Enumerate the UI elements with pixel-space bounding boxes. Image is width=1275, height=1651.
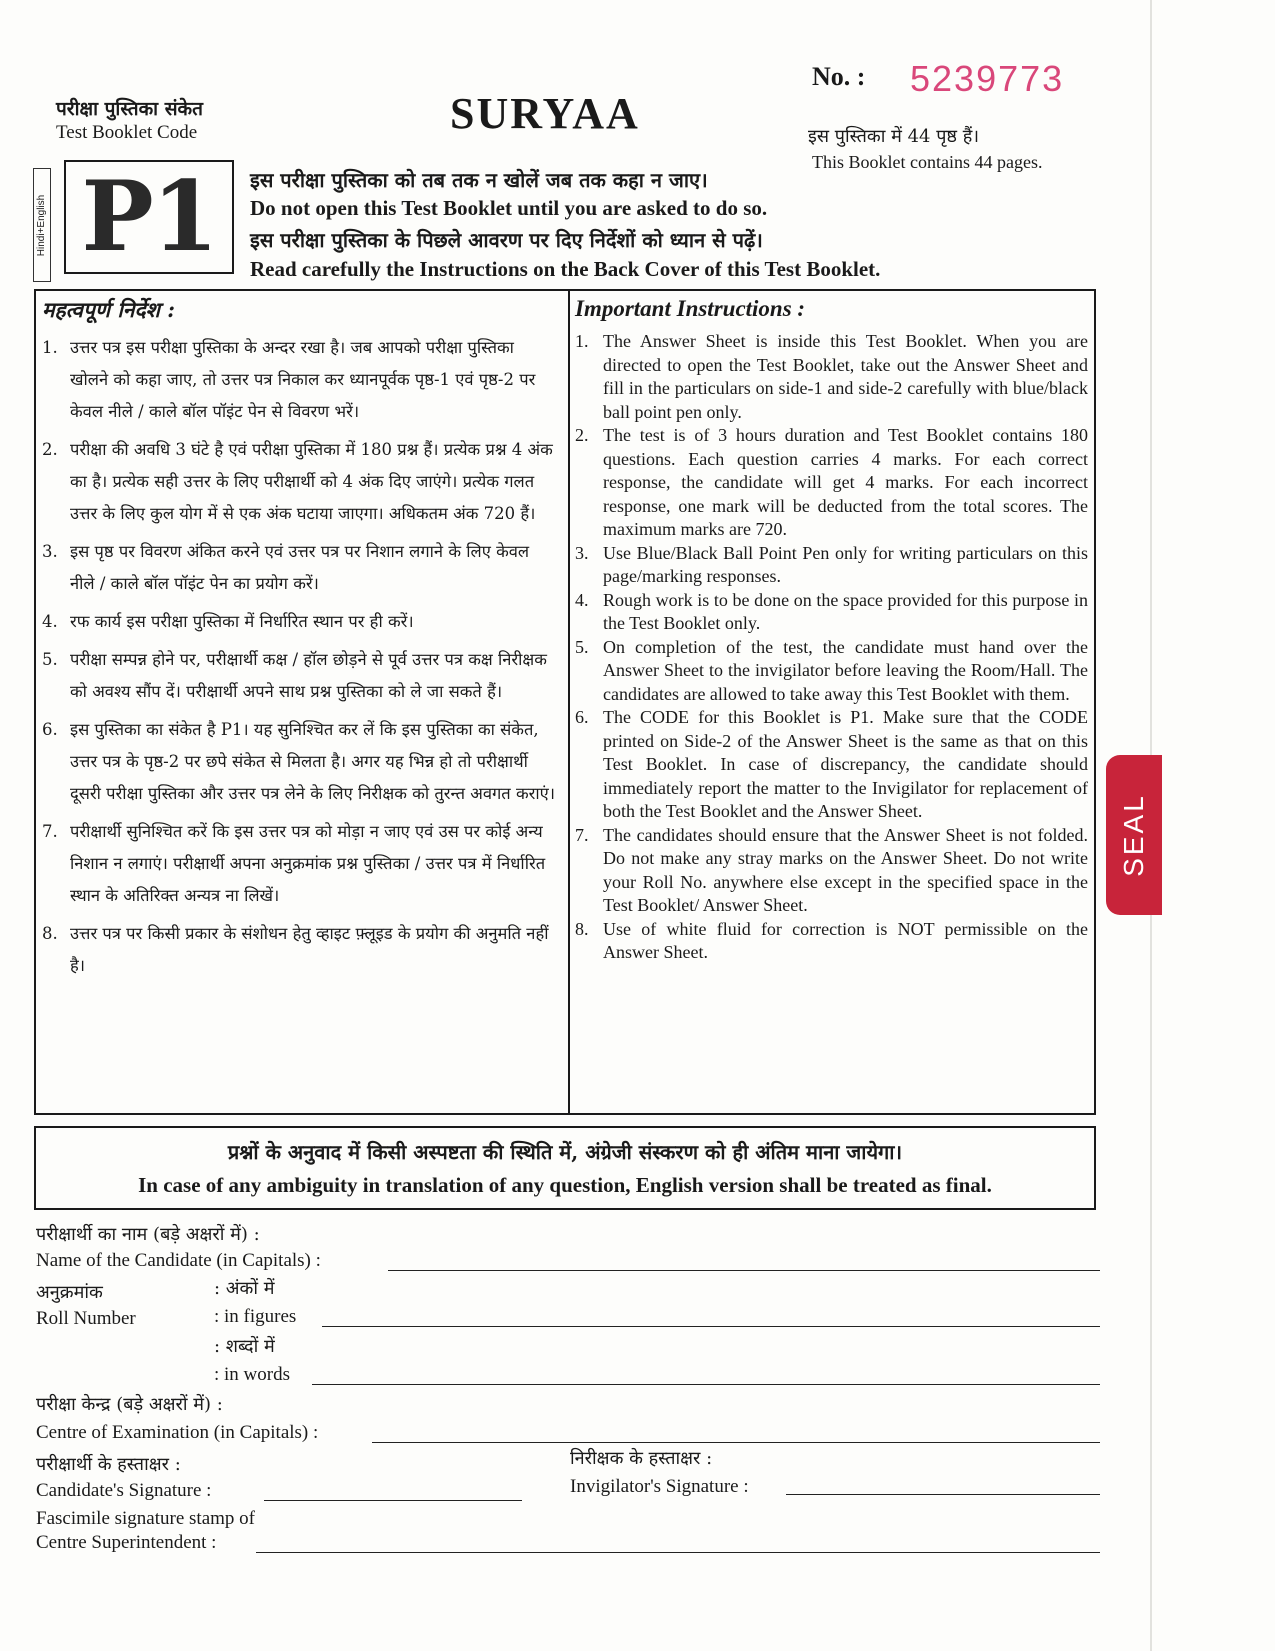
page-count-hi: इस पुस्तिका में 44 पृष्ठ हैं। (808, 126, 980, 147)
warning-hi-1: इस परीक्षा पुस्तिका को तब तक न खोलें जब तक कहा न जाए। (250, 168, 708, 192)
instruction-item: 6. इस पुस्तिका का संकेत है P1। यह सुनिश्चित कर लें कि इस पुस्तिका का संकेत, उत्तर पत्र के पृष्ठ-2 पर छपे संकेत से मिलता है। अगर यह भिन्न हो तो परीक्षार्थी दूसरी परीक्षा पुस्तिका और उत्तर पत्र लेने के लिए निरीक्षक को तुरन्त अवगत कराएं। (42, 720, 556, 803)
instructions-english (575, 296, 1088, 965)
instruction-item: 1. The Answer Sheet is inside this Test Booklet. When you are directed to open the Test Booklet, take out the Answer Sheet and fill in the particulars on side-1 and side-2 carefully with blue/black ball point pen only. (575, 331, 1088, 422)
instruction-item: 4. Rough work is to be done on the space provided for this purpose in the Test Booklet only. (575, 589, 1088, 633)
booklet-code-label-en: Test Booklet Code (56, 122, 198, 143)
roll-label-en: Roll Number (36, 1308, 136, 1329)
instruction-item: 2. The test is of 3 hours duration and Test Booklet contains 180 questions. Each question carries 4 marks. For each correct response, the candidate will get 4 marks. For each incorrect response, one mark will be deducted from the total scores. The maximum marks are 720. (575, 425, 1088, 539)
candidate-signature-label-hi: परीक्षार्थी के हस्ताक्षर : (36, 1454, 181, 1475)
brand-title: SURYAA (450, 89, 640, 138)
figures-label-en: : in figures (214, 1306, 297, 1327)
words-label-hi: : शब्दों में (214, 1336, 275, 1357)
warning-hi-2: इस परीक्षा पुस्तिका के पिछले आवरण पर दिए निर्देशों को ध्यान से पढ़ें। (250, 228, 763, 252)
candidate-signature-field[interactable] (264, 1500, 522, 1501)
stamp-field[interactable] (256, 1552, 1100, 1553)
candidate-signature-label-en: Candidate's Signature : (36, 1480, 212, 1501)
booklet-number-label: No. : (812, 62, 866, 91)
language-tag (33, 168, 51, 282)
instructions-divider (568, 289, 570, 1115)
booklet-code: P1 (81, 160, 217, 273)
invigilator-signature-field[interactable] (786, 1494, 1100, 1495)
roll-figures-field[interactable] (322, 1326, 1100, 1327)
seal-label: SEAL (1118, 793, 1150, 877)
seal-tab[interactable] (1106, 755, 1162, 915)
booklet-code-label-hi: परीक्षा पुस्तिका संकेत (56, 98, 203, 120)
centre-field[interactable] (372, 1442, 1100, 1443)
stamp-label-line2: Centre Superintendent : (36, 1532, 217, 1553)
figures-label-hi: : अंकों में (214, 1278, 275, 1299)
instruction-item: 5. On completion of the test, the candidate must hand over the Answer Sheet to the invigilator before leaving the Room/Hall. The candidates are allowed to take away this Test Booklet with them. (575, 636, 1088, 704)
instruction-item: 2. परीक्षा की अवधि 3 घंटे है एवं परीक्षा पुस्तिका में 180 प्रश्न हैं। प्रत्येक प्रश्न 4 अंक का है। प्रत्येक सही उत्तर के लिए परीक्षार्थी को 4 अंक दिए जाएंगे। प्रत्येक गलत उत्तर के लिए कुल योग में से एक अंक घटाया जाएगा। अधिकतम अंक 720 हैं। (42, 440, 553, 523)
instruction-item: 3. Use Blue/Black Ball Point Pen only for writing particulars on this page/marking responses. (575, 542, 1088, 586)
booklet-number-value: 5239773 (910, 58, 1065, 99)
warning-en-1: Do not open this Test Booklet until you are asked to do so. (250, 196, 768, 220)
invigilator-signature-label-en: Invigilator's Signature : (570, 1476, 749, 1497)
instruction-item: 3. इस पृष्ठ पर विवरण अंकित करने एवं उत्तर पत्र पर निशान लगाने के लिए केवल नीले / काले बॉल पॉइंट पेन का प्रयोग करें। (42, 542, 530, 593)
instruction-item: 1. उत्तर पत्र इस परीक्षा पुस्तिका के अन्दर रखा है। जब आपको परीक्षा पुस्तिका खोलने को कहा जाए, तो उत्तर पत्र निकाल कर ध्यानपूर्वक पृष्ठ-1 एवं पृष्ठ-2 पर केवल नीले / काले बॉल पॉइंट पेन से विवरण भरें। (42, 338, 536, 421)
instructions-hindi (42, 296, 557, 988)
instructions-heading-en: Important Instructions : (575, 296, 806, 321)
ambiguity-notice-en: In case of any ambiguity in translation of any question, English version shall be treated as final. (138, 1173, 992, 1197)
warning-en-2: Read carefully the Instructions on the Back Cover of this Test Booklet. (250, 257, 881, 281)
instruction-item: 8. उत्तर पत्र पर किसी प्रकार के संशोधन हेतु व्हाइट फ़्लूइड के प्रयोग की अनुमति नहीं है। (42, 924, 549, 975)
centre-label-en: Centre of Examination (in Capitals) : (36, 1422, 319, 1443)
booklet-code-box (64, 160, 234, 274)
language-tag-text: Hindi+English (36, 194, 48, 256)
ambiguity-notice (34, 1126, 1096, 1210)
instruction-item: 7. परीक्षार्थी सुनिश्चित करें कि इस उत्तर पत्र को मोड़ा न जाए एवं उस पर कोई अन्य निशान न लगाएं। परीक्षार्थी अपना अनुक्रमांक प्रश्न पुस्तिका / उत्तर पत्र में निर्धारित स्थान के अतिरिक्त अन्यत्र ना लिखें। (42, 822, 546, 905)
ambiguity-notice-hi: प्रश्नों के अनुवाद में किसी अस्पष्टता की स्थिति में, अंग्रेजी संस्करण को ही अंतिम माना जायेगा। (227, 1140, 903, 1164)
instruction-item: 8. Use of white fluid for correction is NOT permissible on the Answer Sheet. (575, 918, 1088, 962)
name-label-hi: परीक्षार्थी का नाम (बड़े अक्षरों में) : (36, 1224, 260, 1245)
centre-label-hi: परीक्षा केन्द्र (बड़े अक्षरों में) : (36, 1394, 223, 1415)
page-count-en: This Booklet contains 44 pages. (812, 152, 1043, 172)
name-label-en: Name of the Candidate (in Capitals) : (36, 1250, 321, 1271)
invigilator-signature-label-hi: निरीक्षक के हस्ताक्षर : (570, 1448, 713, 1469)
instruction-item: 5. परीक्षा सम्पन्न होने पर, परीक्षार्थी कक्ष / हॉल छोड़ने से पूर्व उत्तर पत्र कक्ष निरीक्षक को अवश्य सौंप दें। परीक्षार्थी अपने साथ प्रश्न पुस्तिका को ले जा सकते हैं। (42, 650, 547, 701)
name-field[interactable] (388, 1270, 1100, 1271)
roll-words-field[interactable] (312, 1384, 1100, 1385)
stamp-label-line1: Fascimile signature stamp of (36, 1508, 255, 1529)
roll-label-hi: अनुक्रमांक (36, 1282, 103, 1303)
words-label-en: : in words (214, 1364, 290, 1385)
instruction-item: 7. The candidates should ensure that the Answer Sheet is not folded. Do not make any stray marks on the Answer Sheet. Do not write your Roll No. anywhere else except in the specified space in the Test Booklet/ Answer Sheet. (575, 824, 1088, 915)
instructions-heading-hi: महत्वपूर्ण निर्देश : (42, 297, 175, 322)
instruction-item: 4. रफ कार्य इस परीक्षा पुस्तिका में निर्धारित स्थान पर ही करें। (42, 612, 414, 631)
instruction-item: 6. The CODE for this Booklet is P1. Make sure that the CODE printed on Side-2 of the Answer Sheet is the same as that on this Test Booklet. In case of discrepancy, the candidate should immediately report the matter to the Invigilator for replacement of both the Test Booklet and the Answer Sheet. (575, 707, 1088, 821)
